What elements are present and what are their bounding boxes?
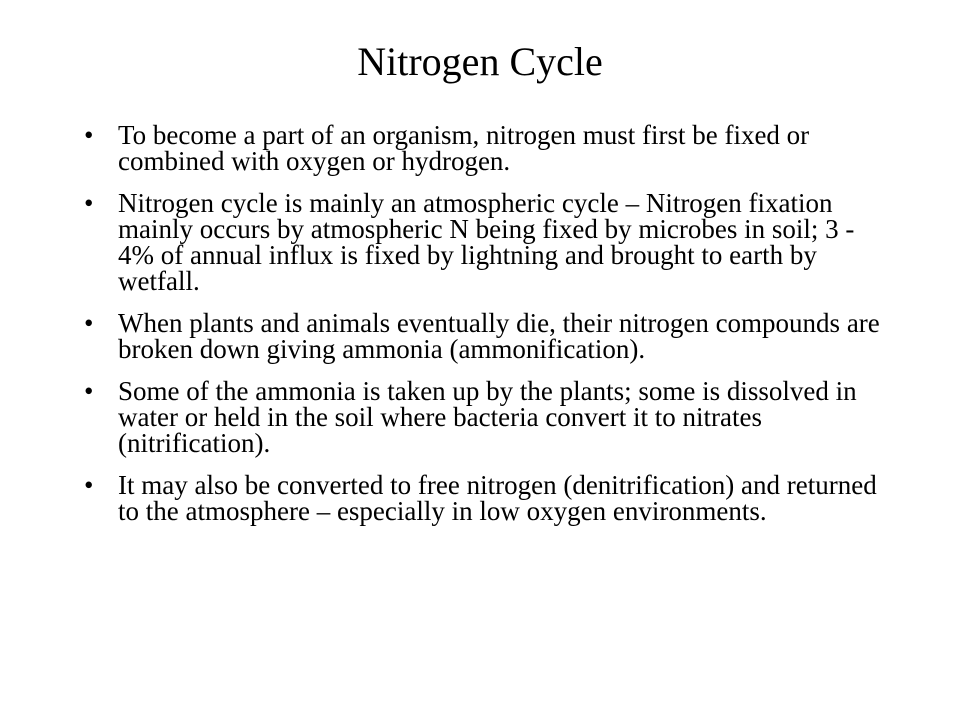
bullet-marker: •	[84, 376, 94, 406]
bullet-marker: •	[84, 308, 94, 338]
bullet-item-1	[80, 122, 880, 174]
bullet-item-3	[80, 310, 880, 362]
bullet-text: It may also be converted to free nitrogen (denitrification) and returned to the atmosphere – especially in low oxygen environments.	[118, 470, 877, 526]
bullet-marker: •	[84, 120, 94, 150]
bullet-text: Nitrogen cycle is mainly an atmospheric cycle – Nitrogen fixation mainly occurs by atmospheric N being fixed by microbes in soil; 3 - 4% of annual influx is fixed by lightning and brought to earth by wetfall.	[118, 188, 855, 296]
bullet-marker: •	[84, 470, 94, 500]
bullet-item-4	[80, 378, 880, 456]
bullet-marker: •	[84, 188, 94, 218]
bullet-text: To become a part of an organism, nitrogen must first be fixed or combined with oxygen or hydrogen.	[118, 120, 810, 176]
bullet-text: Some of the ammonia is taken up by the plants; some is dissolved in water or held in the soil where bacteria convert it to nitrates (nitrification).	[118, 376, 857, 458]
bullet-item-2	[80, 190, 880, 294]
bullet-text: When plants and animals eventually die, their nitrogen compounds are broken down giving ammonia (ammonification).	[118, 308, 880, 364]
bullet-item-5	[80, 472, 880, 524]
slide-title: Nitrogen Cycle	[357, 39, 603, 84]
bullet-list	[80, 122, 880, 540]
